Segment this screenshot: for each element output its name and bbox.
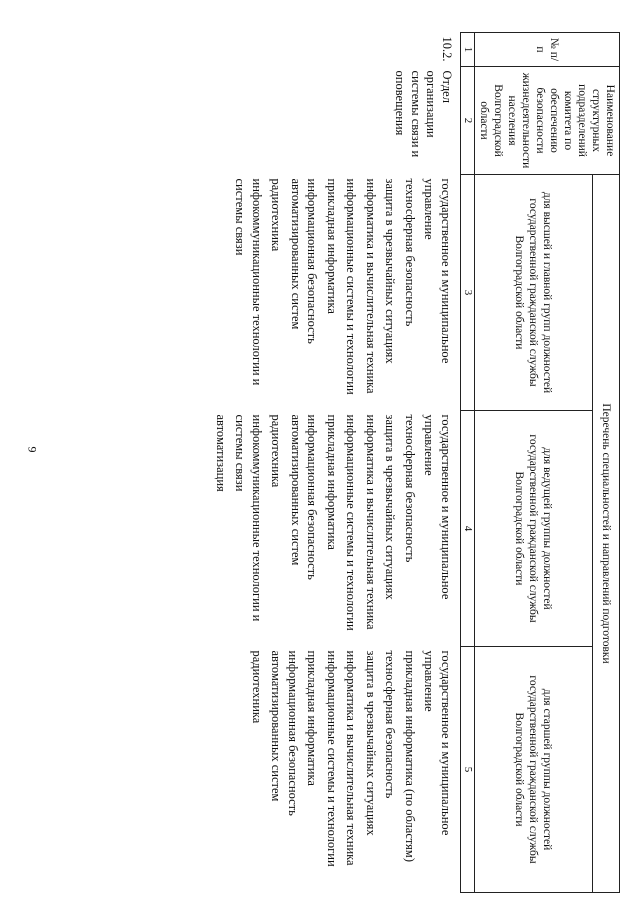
page-number: 9 — [25, 446, 40, 453]
specialty-item: техносферная безопасность — [402, 178, 417, 327]
department-name: Отдел организации системы связи и оповещения — [207, 67, 460, 175]
specialty-item: инфокоммуникационные технологии и системы связи — [233, 414, 264, 622]
specialty-item: защита в чрезвычайных ситуациях — [383, 414, 398, 600]
specialty-item: государственное и муниципальное управление — [422, 178, 453, 364]
column-number-row — [460, 33, 474, 893]
header-senior-group: для старшей группы должностей государственной гражданской службы Волгоградской области — [474, 647, 592, 893]
specialty-item: государственное и муниципальное управление — [422, 414, 453, 600]
specialty-item: информационная безопасность автоматизированных систем — [269, 650, 300, 816]
specialties-senior-group — [207, 647, 460, 893]
specialty-item: инфокоммуникационные технологии и системы связи — [233, 178, 264, 386]
specialty-item: информационные системы и технологии — [344, 178, 359, 395]
specialties-leading-group — [207, 411, 460, 647]
specialty-item: информатика и вычислительная техника — [363, 414, 378, 630]
specialty-item: информационные системы и технологии — [324, 650, 339, 867]
column-number: 3 — [460, 175, 474, 411]
specialty-item: прикладная информатика — [324, 178, 339, 314]
specialty-item: прикладная информатика — [324, 414, 339, 550]
specialty-item: информационные системы и технологии — [344, 414, 359, 631]
specialty-item: защита в чрезвычайных ситуациях — [363, 650, 378, 836]
specialty-item: государственное и муниципальное управление — [422, 650, 453, 836]
specialty-item: информатика и вычислительная техника — [363, 178, 378, 394]
specialty-item: автоматизация — [213, 414, 228, 492]
specialty-item: прикладная информатика — [305, 650, 320, 786]
header-highest-group: для высшей и главной групп должностей государственной гражданской службы Волгоградской области — [474, 175, 592, 411]
specialty-item: прикладная информатика (по областям) — [402, 650, 417, 862]
header-row-1 — [592, 33, 619, 893]
specialties-highest-group — [207, 175, 460, 411]
specialty-item: техносферная безопасность — [402, 414, 417, 563]
specialty-item: техносферная безопасность — [383, 650, 398, 799]
column-number: 4 — [460, 411, 474, 647]
header-num: № п/п — [474, 33, 619, 67]
column-number: 2 — [460, 67, 474, 175]
specialty-item: информационная безопасность автоматизированных систем — [288, 414, 320, 580]
specialties-table — [207, 32, 620, 893]
header-department-name: Наименование структурных подразделений комитета по обеспечению безопасности жизнедеятельности населения Волгоградской области — [474, 67, 619, 175]
specialty-item: информационная безопасность автоматизированных систем — [288, 178, 320, 344]
row-number: 10.2. — [207, 33, 460, 67]
specialty-item: радиотехника — [269, 414, 284, 488]
header-leading-group: для ведущей группы должностей государственной гражданской службы Волгоградской области — [474, 411, 592, 647]
document-page — [42, 32, 620, 892]
column-number: 5 — [460, 647, 474, 893]
table-row — [207, 33, 460, 893]
specialty-item: информатика и вычислительная техника — [344, 650, 359, 866]
column-number: 1 — [460, 33, 474, 67]
header-specialties-group: Перечень специальностей и направлений подготовки — [592, 175, 619, 893]
specialty-item: радиотехника — [269, 178, 284, 252]
specialty-item: защита в чрезвычайных ситуациях — [383, 178, 398, 364]
specialty-item: радиотехника — [249, 650, 264, 724]
